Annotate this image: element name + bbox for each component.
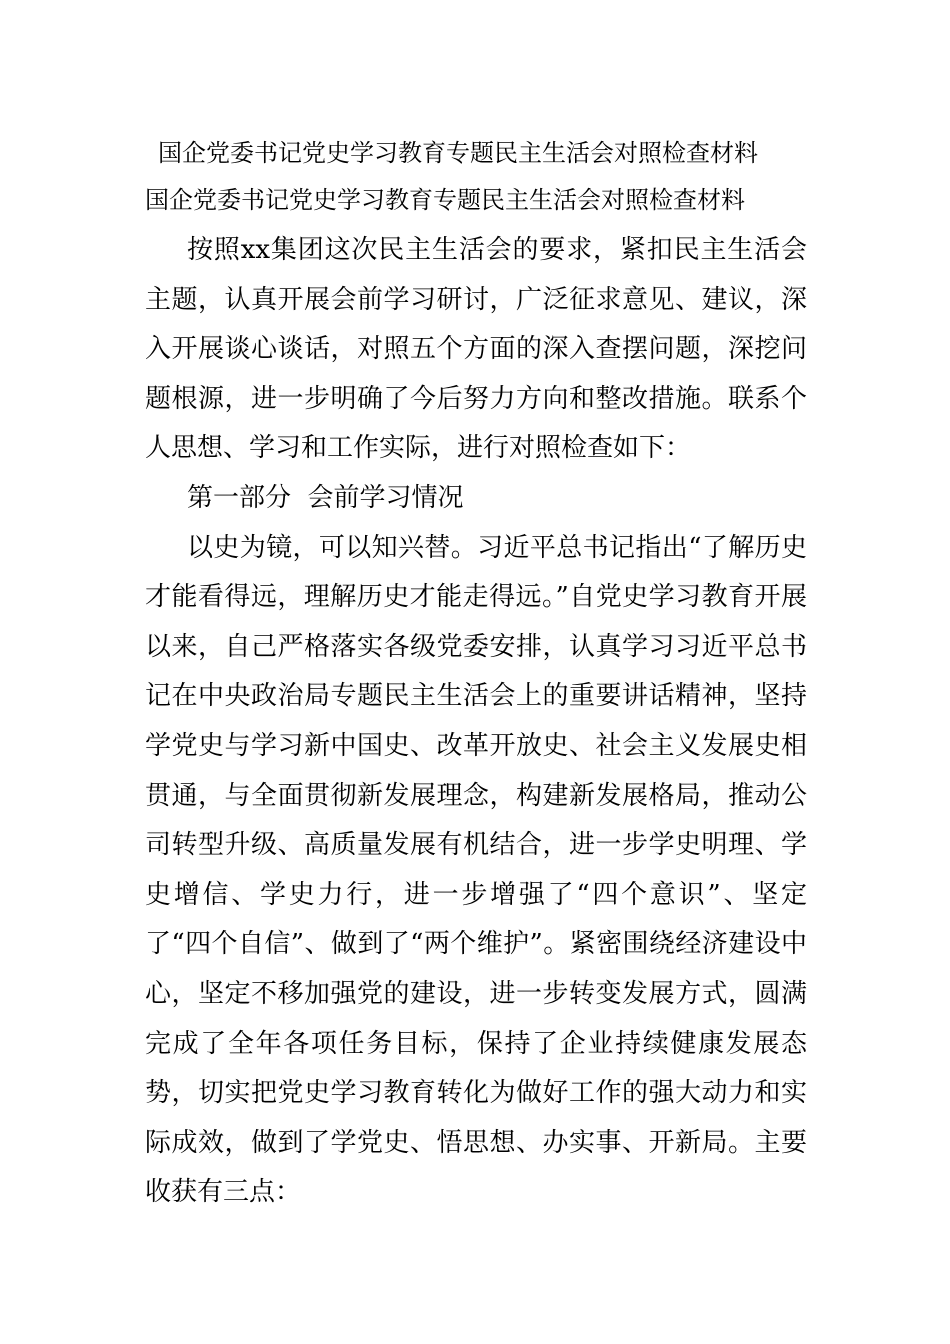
document-title-repeat: 国企党委书记党史学习教育专题民主生活会对照检查材料 <box>145 186 745 214</box>
document-body <box>145 226 807 1218</box>
document-title: 国企党委书记党史学习教育专题民主生活会对照检查材料 <box>158 139 758 167</box>
section-heading: 第一部分 会前学习情况 <box>187 482 464 513</box>
paragraph-intro: 按照xx集团这次民主生活会的要求，紧扣民主生活会主题，认真开展会前学习研讨，广泛征求意见、建议，深入开展谈心谈话，对照五个方面的深入查摆问题，深挖问题根源，进一步明确了今后努力方向和整改措施。联系个人思想、学习和工作实际，进行对照检查如下： <box>145 235 807 464</box>
paragraph-study: 以史为镜，可以知兴替。习近平总书记指出“了解历史才能看得远，理解历史才能走得远。”自党史学习教育开展以来，自己严格落实各级党委安排，认真学习习近平总书记在中央政治局专题民主生活会上的重要讲话精神，坚持学党史与学习新中国史、改革开放史、社会主义发展史相贯通，与全面贯彻新发展理念，构建新发展格局，推动公司转型升级、高质量发展有机结合，进一步学史明理、学史增信、学史力行，进一步增强了“四个意识”、坚定了“四个自信”、做到了“两个维护”。紧密围绕经济建设中心，坚定不移加强党的建设，进一步转变发展方式，圆满完成了全年各项任务目标，保持了企业持续健康发展态势，切实把党史学习教育转化为做好工作的强大动力和实际成效，做到了学党史、悟思想、办实事、开新局。主要收获有三点： <box>145 532 807 1208</box>
